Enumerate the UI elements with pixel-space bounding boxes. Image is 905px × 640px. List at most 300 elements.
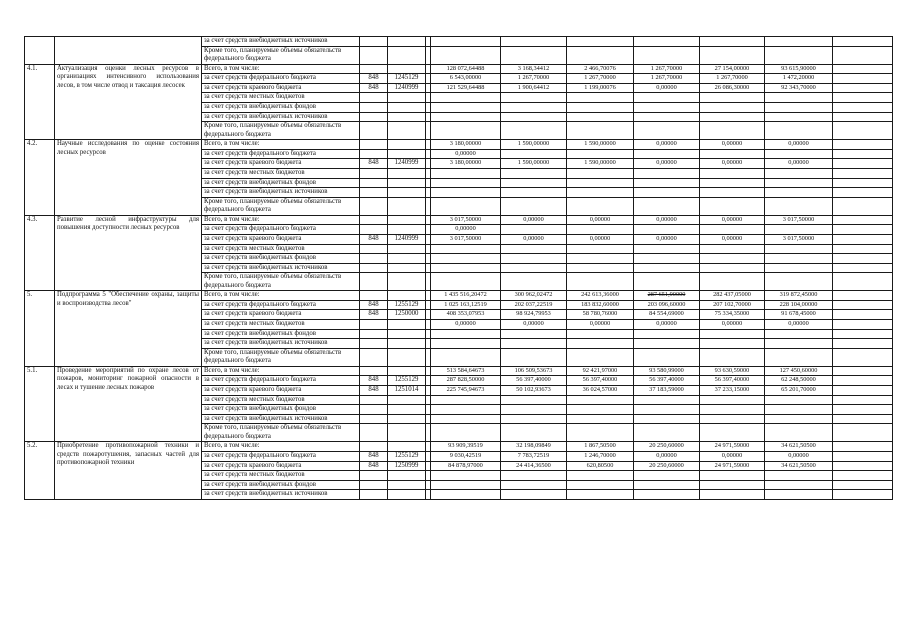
target-code [388, 122, 426, 140]
amount-cell: 3 017,50000 [431, 234, 501, 244]
admin-code: 848 [360, 376, 388, 386]
amount-cell: 56 397,40000 [567, 376, 634, 386]
target-code [388, 112, 426, 122]
amount-cell: 0,00000 [700, 234, 765, 244]
amount-cell [567, 37, 634, 47]
amount-cell [765, 225, 833, 235]
funding-source: за счет средств внебюджетных источников [202, 414, 360, 424]
admin-code [360, 366, 388, 376]
amount-cell: 128 072,64488 [431, 64, 501, 74]
amount-cell: 0,00000 [501, 234, 567, 244]
item-title: Научные исследования по оценке состояния лесных ресурсов [55, 140, 202, 216]
amount-cell: 65 201,70000 [765, 386, 833, 396]
amount-cell [567, 225, 634, 235]
amount-cell [634, 225, 700, 235]
target-code [388, 168, 426, 178]
amount-cell [700, 348, 765, 366]
admin-code [360, 64, 388, 74]
amount-cell: 1 590,00000 [501, 159, 567, 169]
amount-cell [567, 122, 634, 140]
target-code [388, 395, 426, 405]
amount-cell: 0,00000 [700, 140, 765, 150]
amount-cell: 3 168,34412 [501, 64, 567, 74]
admin-code [360, 348, 388, 366]
amount-cell [567, 244, 634, 254]
amount-cell [567, 178, 634, 188]
funding-source: за счет средств краевого бюджета [202, 461, 360, 471]
item-title: Подпрограмма 5 "Обеспечение охраны, защиты и воспроизводства лесов" [55, 291, 202, 367]
amount-cell: 0,00000 [634, 159, 700, 169]
amount-cell [431, 339, 501, 349]
funding-source: Всего, в том числе: [202, 215, 360, 225]
amount-cell: 1 246,70000 [567, 452, 634, 462]
target-code [388, 197, 426, 215]
admin-code: 848 [360, 74, 388, 84]
amount-cell: 93 909,39519 [431, 442, 501, 452]
target-code [388, 37, 426, 47]
target-code [388, 366, 426, 376]
funding-source: за счет средств внебюджетных фондов [202, 480, 360, 490]
amount-cell [700, 197, 765, 215]
amount-cell [700, 414, 765, 424]
admin-code [360, 424, 388, 442]
admin-code [360, 244, 388, 254]
empty-cell [833, 414, 893, 424]
group-first-row [25, 64, 893, 74]
amount-cell [431, 395, 501, 405]
amount-cell [501, 424, 567, 442]
amount-cell: 0,00000 [567, 215, 634, 225]
amount-cell: 1 590,00000 [567, 159, 634, 169]
amount-cell: 282 437,05000 [700, 291, 765, 301]
amount-cell: 0,00000 [634, 215, 700, 225]
target-code: 1251014 [388, 386, 426, 396]
amount-cell [431, 188, 501, 198]
group-first-row [25, 442, 893, 452]
admin-code [360, 395, 388, 405]
funding-source: Всего, в том числе: [202, 140, 360, 150]
amount-cell [567, 102, 634, 112]
empty-cell [833, 310, 893, 320]
group-first-row [25, 366, 893, 376]
amount-cell [431, 424, 501, 442]
amount-cell: 84 554,69000 [634, 310, 700, 320]
amount-cell [501, 102, 567, 112]
amount-cell: 0,00000 [501, 320, 567, 330]
amount-cell [501, 225, 567, 235]
empty-cell [833, 442, 893, 452]
amount-cell [765, 348, 833, 366]
admin-code [360, 320, 388, 330]
amount-cell: 242 613,36000 [567, 291, 634, 301]
amount-cell [700, 329, 765, 339]
amount-cell: 0,00000 [765, 140, 833, 150]
amount-cell: 1 199,00076 [567, 83, 634, 93]
target-code [388, 46, 426, 64]
amount-cell [700, 244, 765, 254]
amount-cell [501, 263, 567, 273]
amount-cell: 3 180,00000 [431, 159, 501, 169]
funding-source: за счет средств внебюджетных фондов [202, 254, 360, 264]
amount-cell [431, 93, 501, 103]
amount-cell [700, 178, 765, 188]
empty-cell [833, 122, 893, 140]
amount-cell [431, 178, 501, 188]
amount-cell [634, 37, 700, 47]
amount-cell [501, 188, 567, 198]
funding-source: Кроме того, планируемые объемы обязательств федерального бюджета [202, 348, 360, 366]
amount-cell [431, 263, 501, 273]
amount-cell [501, 480, 567, 490]
item-number [25, 37, 55, 65]
amount-cell: 0,00000 [567, 234, 634, 244]
amount-cell: 1 267,70000 [634, 64, 700, 74]
empty-cell [833, 197, 893, 215]
amount-cell [765, 37, 833, 47]
empty-cell [833, 452, 893, 462]
amount-cell: 0,00000 [634, 320, 700, 330]
amount-cell [567, 112, 634, 122]
admin-code [360, 225, 388, 235]
amount-cell [765, 405, 833, 415]
amount-cell: 183 832,60000 [567, 300, 634, 310]
amount-cell [700, 102, 765, 112]
admin-code [360, 480, 388, 490]
item-number: 5. [25, 291, 55, 367]
amount-cell [431, 102, 501, 112]
amount-cell [567, 46, 634, 64]
target-code [388, 291, 426, 301]
target-code [388, 254, 426, 264]
target-code: 1240999 [388, 83, 426, 93]
amount-cell [431, 414, 501, 424]
empty-cell [833, 320, 893, 330]
empty-cell [833, 263, 893, 273]
amount-cell: 1 435 516,20472 [431, 291, 501, 301]
target-code [388, 188, 426, 198]
amount-cell: 1 867,50500 [567, 442, 634, 452]
empty-cell [833, 46, 893, 64]
amount-cell [765, 102, 833, 112]
amount-cell: 0,00000 [431, 225, 501, 235]
item-number: 4.2. [25, 140, 55, 216]
target-code [388, 348, 426, 366]
amount-cell [700, 149, 765, 159]
amount-cell [700, 168, 765, 178]
amount-cell [634, 329, 700, 339]
amount-cell [567, 263, 634, 273]
amount-cell [700, 273, 765, 291]
admin-code [360, 263, 388, 273]
item-title: Проведение мероприятий по охране лесов от пожаров, мониторинг пожарной опасности в лесах и тушение лесных пожаров [55, 366, 202, 442]
amount-cell: 20 250,60000 [634, 442, 700, 452]
amount-cell: 34 621,50500 [765, 461, 833, 471]
amount-cell: 58 780,76000 [567, 310, 634, 320]
empty-cell [833, 376, 893, 386]
admin-code [360, 197, 388, 215]
amount-cell: 0,00000 [700, 159, 765, 169]
funding-source: за счет средств внебюджетных фондов [202, 405, 360, 415]
funding-source: за счет средств федерального бюджета [202, 225, 360, 235]
funding-source: Кроме того, планируемые объемы обязательств федерального бюджета [202, 273, 360, 291]
amount-cell [431, 273, 501, 291]
amount-cell [431, 244, 501, 254]
amount-cell: 92 421,97000 [567, 366, 634, 376]
amount-cell [765, 93, 833, 103]
amount-cell [431, 197, 501, 215]
amount-cell: 7 783,72519 [501, 452, 567, 462]
admin-code: 848 [360, 159, 388, 169]
target-code [388, 414, 426, 424]
target-code [388, 424, 426, 442]
amount-cell [634, 178, 700, 188]
amount-cell [700, 254, 765, 264]
amount-cell: 1 267,70000 [700, 74, 765, 84]
admin-code [360, 442, 388, 452]
funding-source: Всего, в том числе: [202, 64, 360, 74]
funding-source: Кроме того, планируемые объемы обязательств федерального бюджета [202, 122, 360, 140]
funding-source: за счет средств местных бюджетов [202, 320, 360, 330]
group-first-row [25, 37, 893, 47]
amount-cell: 93 630,59000 [700, 366, 765, 376]
amount-cell [700, 480, 765, 490]
target-code [388, 471, 426, 481]
funding-source: за счет средств федерального бюджета [202, 376, 360, 386]
amount-cell: 3 017,50000 [765, 234, 833, 244]
amount-cell: 106 509,53673 [501, 366, 567, 376]
amount-cell [567, 405, 634, 415]
amount-cell [501, 471, 567, 481]
funding-source: Кроме того, планируемые объемы обязательств федерального бюджета [202, 424, 360, 442]
amount-cell [501, 112, 567, 122]
funding-source: за счет средств краевого бюджета [202, 234, 360, 244]
target-code [388, 263, 426, 273]
funding-source: Всего, в том числе: [202, 291, 360, 301]
amount-cell [765, 149, 833, 159]
amount-cell [700, 93, 765, 103]
amount-cell [501, 339, 567, 349]
amount-cell: 0,00000 [700, 215, 765, 225]
admin-code [360, 112, 388, 122]
target-code [388, 215, 426, 225]
admin-code: 848 [360, 461, 388, 471]
amount-cell: 0,00000 [567, 320, 634, 330]
amount-cell [700, 46, 765, 64]
empty-cell [833, 424, 893, 442]
target-code [388, 64, 426, 74]
amount-cell [501, 273, 567, 291]
amount-cell: 319 872,45000 [765, 291, 833, 301]
amount-cell [501, 405, 567, 415]
amount-cell: 513 584,64673 [431, 366, 501, 376]
target-code [388, 178, 426, 188]
admin-code [360, 188, 388, 198]
amount-cell [567, 188, 634, 198]
funding-source: Всего, в том числе: [202, 366, 360, 376]
funding-source: за счет средств местных бюджетов [202, 93, 360, 103]
funding-source: за счет средств внебюджетных фондов [202, 102, 360, 112]
empty-cell [833, 348, 893, 366]
amount-cell [431, 37, 501, 47]
amount-cell [567, 254, 634, 264]
target-code [388, 329, 426, 339]
funding-source: за счет средств внебюджетных фондов [202, 329, 360, 339]
amount-cell: 27 154,00000 [700, 64, 765, 74]
amount-cell [567, 480, 634, 490]
admin-code [360, 339, 388, 349]
amount-cell [700, 395, 765, 405]
amount-cell [634, 263, 700, 273]
target-code: 1255129 [388, 452, 426, 462]
admin-code: 848 [360, 300, 388, 310]
funding-source: за счет средств краевого бюджета [202, 159, 360, 169]
item-title: Развитие лесной инфраструктуры для повышения доступности лесных ресурсов [55, 215, 202, 291]
target-code [388, 480, 426, 490]
amount-cell [634, 102, 700, 112]
amount-cell [634, 93, 700, 103]
amount-cell [501, 122, 567, 140]
amount-cell [567, 490, 634, 500]
amount-cell: 0,00000 [765, 452, 833, 462]
amount-cell: 207 102,70000 [700, 300, 765, 310]
amount-cell [431, 348, 501, 366]
empty-cell [833, 471, 893, 481]
amount-cell: 36 024,57000 [567, 386, 634, 396]
amount-cell [634, 414, 700, 424]
amount-cell: 9 030,42519 [431, 452, 501, 462]
amount-cell: 93 615,90000 [765, 64, 833, 74]
item-number: 5.1. [25, 366, 55, 442]
amount-cell: 127 450,60000 [765, 366, 833, 376]
admin-code [360, 215, 388, 225]
amount-cell [634, 490, 700, 500]
empty-cell [833, 102, 893, 112]
amount-cell: 6 543,00000 [431, 74, 501, 84]
amount-cell: 0,00000 [765, 159, 833, 169]
target-code [388, 490, 426, 500]
target-code [388, 442, 426, 452]
funding-source: за счет средств внебюджетных источников [202, 490, 360, 500]
table-body [25, 37, 893, 500]
amount-cell [700, 405, 765, 415]
amount-cell [501, 178, 567, 188]
amount-cell: 3 017,50000 [765, 215, 833, 225]
amount-cell: 0,00000 [431, 149, 501, 159]
amount-cell [634, 339, 700, 349]
admin-code [360, 102, 388, 112]
amount-cell [501, 414, 567, 424]
amount-cell [765, 273, 833, 291]
funding-source: за счет средств федерального бюджета [202, 74, 360, 84]
admin-code [360, 122, 388, 140]
amount-cell: 202 037,22519 [501, 300, 567, 310]
amount-cell [700, 263, 765, 273]
admin-code [360, 405, 388, 415]
funding-source: за счет средств внебюджетных источников [202, 37, 360, 47]
amount-cell: 1 590,00000 [501, 140, 567, 150]
funding-source: за счет средств местных бюджетов [202, 395, 360, 405]
amount-cell: 24 414,36500 [501, 461, 567, 471]
amount-cell: 287 828,50000 [431, 376, 501, 386]
empty-cell [833, 480, 893, 490]
empty-cell [833, 244, 893, 254]
amount-cell [501, 37, 567, 47]
empty-cell [833, 461, 893, 471]
amount-cell [765, 178, 833, 188]
amount-cell [501, 254, 567, 264]
amount-cell [700, 339, 765, 349]
amount-cell [567, 471, 634, 481]
amount-cell [765, 480, 833, 490]
funding-source: за счет средств внебюджетных источников [202, 112, 360, 122]
amount-cell: 24 971,59000 [700, 442, 765, 452]
empty-cell [833, 168, 893, 178]
empty-cell [833, 339, 893, 349]
amount-cell: 1 900,64412 [501, 83, 567, 93]
target-code: 1245129 [388, 74, 426, 84]
empty-cell [833, 291, 893, 301]
amount-cell: 225 745,94673 [431, 386, 501, 396]
amount-cell: 300 962,02472 [501, 291, 567, 301]
group-first-row [25, 215, 893, 225]
funding-source: за счет средств федерального бюджета [202, 149, 360, 159]
amount-cell [501, 329, 567, 339]
empty-cell [833, 300, 893, 310]
funding-source: за счет средств местных бюджетов [202, 168, 360, 178]
budget-table [24, 36, 893, 500]
admin-code [360, 273, 388, 291]
item-number: 4.3. [25, 215, 55, 291]
admin-code [360, 93, 388, 103]
admin-code: 848 [360, 386, 388, 396]
amount-cell [501, 197, 567, 215]
amount-cell [765, 329, 833, 339]
amount-cell [634, 395, 700, 405]
amount-cell [634, 424, 700, 442]
amount-cell [567, 149, 634, 159]
amount-cell [700, 471, 765, 481]
amount-cell [765, 254, 833, 264]
amount-cell: 0,00000 [634, 140, 700, 150]
amount-cell: 0,00000 [634, 234, 700, 244]
amount-cell: 56 397,40000 [501, 376, 567, 386]
amount-cell [567, 424, 634, 442]
amount-cell: 287 651,90000 [634, 291, 700, 301]
amount-cell: 1 590,00000 [567, 140, 634, 150]
empty-cell [833, 254, 893, 264]
amount-cell [501, 168, 567, 178]
empty-cell [833, 329, 893, 339]
funding-source: за счет средств внебюджетных фондов [202, 178, 360, 188]
amount-cell [634, 273, 700, 291]
amount-cell: 228 104,00000 [765, 300, 833, 310]
amount-cell [765, 339, 833, 349]
target-code [388, 405, 426, 415]
empty-cell [833, 225, 893, 235]
empty-cell [833, 178, 893, 188]
empty-cell [833, 149, 893, 159]
item-title: Приобретение противопожарной техники и средств пожаротушения, запасных частей для противопожарной техники [55, 442, 202, 500]
amount-cell [567, 93, 634, 103]
amount-cell [634, 244, 700, 254]
target-code [388, 140, 426, 150]
amount-cell [765, 471, 833, 481]
empty-cell [833, 490, 893, 500]
amount-cell: 93 580,99000 [634, 366, 700, 376]
amount-cell: 1 025 163,12519 [431, 300, 501, 310]
item-title [55, 37, 202, 65]
funding-source: Кроме того, планируемые объемы обязательств федерального бюджета [202, 46, 360, 64]
